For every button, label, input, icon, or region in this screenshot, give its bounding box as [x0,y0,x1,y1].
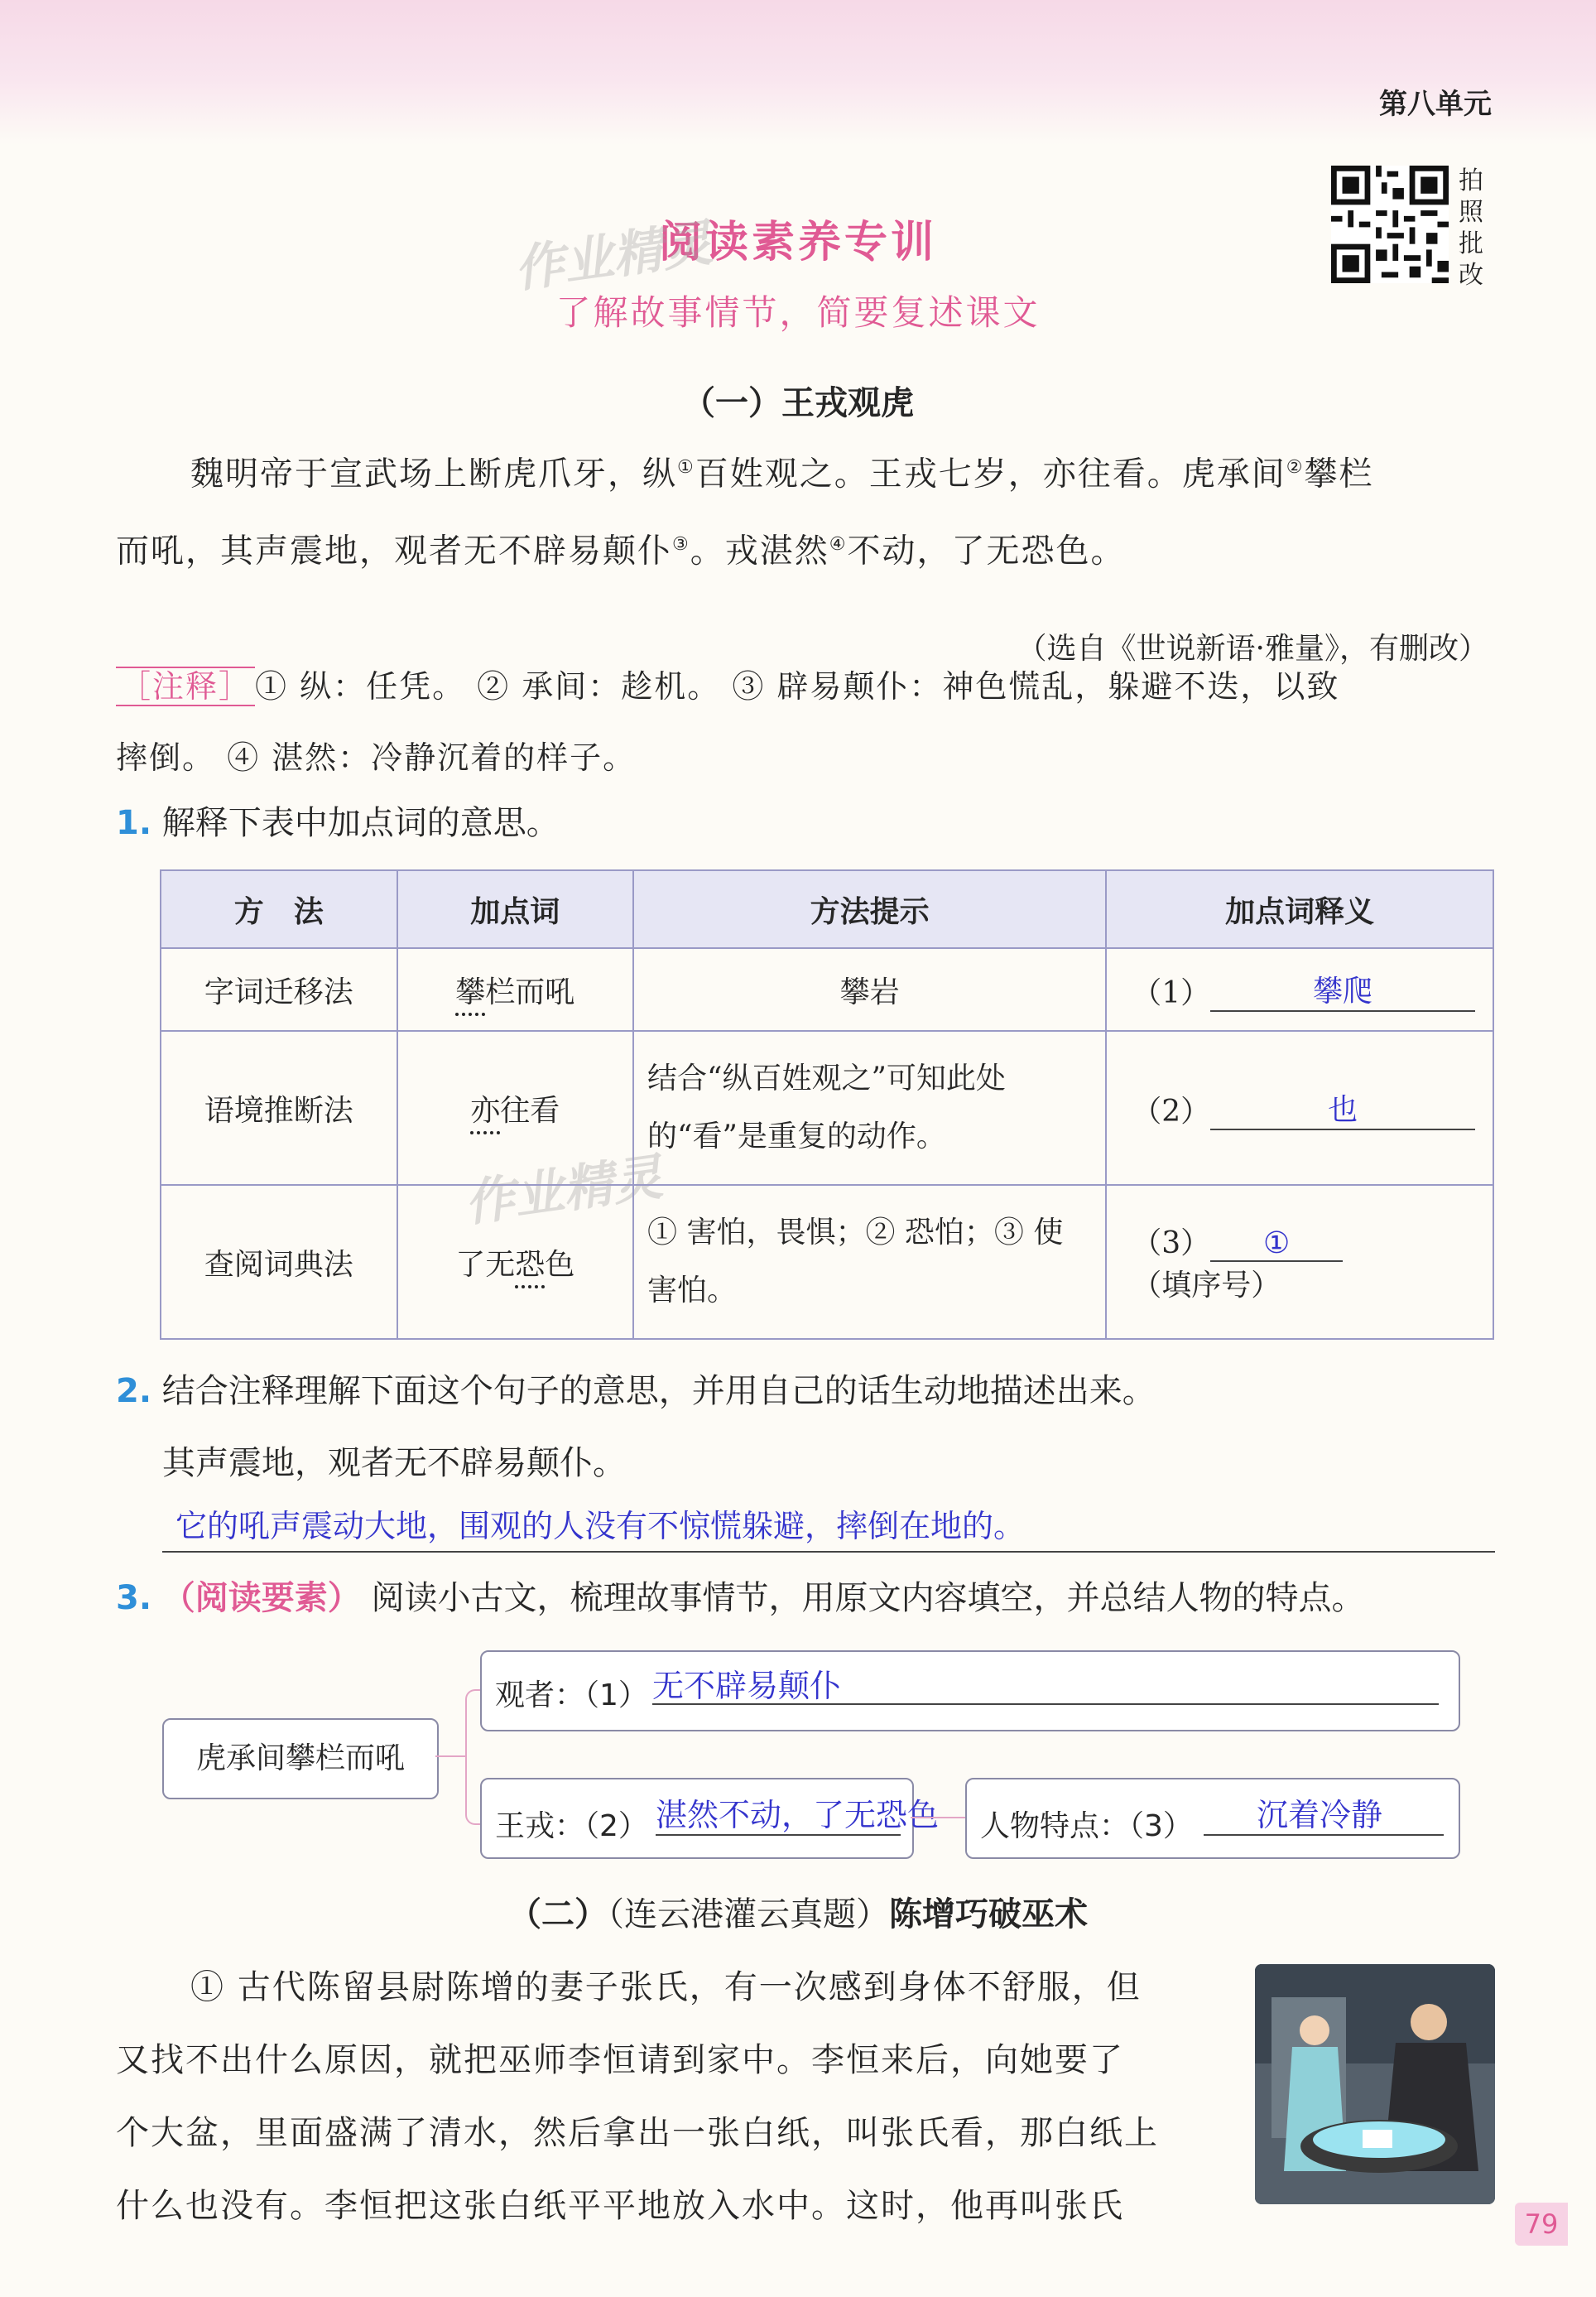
connector [911,1817,965,1818]
table-row: 字词迁移法 攀栏而吼 攀岩 （1） 攀爬 [161,948,1493,1031]
passage1-notes: ［注释］ ① 纵：任凭。 ② 承间：趁机。 ③ 辟易颠仆：神色慌乱，躲避不迭，以致 摔倒。 ④ 湛然：冷静沉着的样子。 [116,668,1340,776]
question-3-number: 3. [116,1579,152,1617]
watermark-2: 作业精灵 [460,1148,666,1234]
table-row: 查阅词典法 了无恐色 ① 害怕，畏惧；② 恐怕；③ 使害怕。 （3） ①（填序号） [161,1185,1493,1339]
passage1-line1: 魏明帝于宣武场上断虎爪牙，纵①百姓观之。王戎七岁，亦往看。虎承间②攀栏 [190,455,1374,494]
connector [435,1755,465,1757]
question-3-text: 阅读小古文，梳理故事情节，用原文内容填空，并总结人物的特点。 [371,1579,1365,1617]
connector [465,1689,482,1825]
question-2-answer[interactable]: 它的吼声震动大地，围观的人没有不惊慌躲避，摔倒在地的。 [175,1508,1026,1544]
table-header: 加点词释义 [1106,870,1493,948]
page-number: 79 [1515,2203,1568,2246]
question-2 [116,1365,1490,1412]
note-tag: ［注释］ [116,667,255,706]
branch1-answer[interactable]: 无不辟易颠仆 [652,1668,842,1704]
question-1 [116,797,1490,844]
header-band [0,0,1596,145]
answer-blank-2[interactable]: 也 [1210,1086,1475,1130]
passage2-heading: （二）（连云港灌云真题）陈增巧破巫术 [508,1895,1088,1933]
passage2-text: ① 古代陈留县尉陈增的妻子张氏，有一次感到身体不舒服，但 又找不出什么原因，就把巫师李恒请到家中。李恒来后，向她要了 个大盆，里面盛满了清水，然后拿出一张白纸，叫张氏看，那白纸上 什么也没有。李恒把这张白纸平平地放入水中。这时，他再叫张氏 [116,1968,1159,2225]
method-table [160,869,1494,1340]
passage1-text [116,432,1490,587]
table-header: 方法提示 [633,870,1106,948]
table-header-row [161,870,1493,948]
qr-caption: 拍照批改 [1459,166,1483,290]
question-1-text: 解释下表中加点词的意思。 [161,804,560,842]
question-2-sentence: 其声震地，观者无不辟易颠仆。 [162,1444,626,1482]
question-2-text: 结合注释理解下面这个句子的意思，并用自己的话生动地描述出来。 [161,1372,1156,1410]
branch-box-wangrong: 王戎：（2） 湛然不动，了无恐色 [480,1778,914,1859]
branch-box-onlookers: 观者：（1） 无不辟易颠仆 [480,1650,1460,1731]
story-illustration [1255,1964,1495,2204]
trait-box: 人物特点：（3） 沉着冷静 [965,1778,1460,1859]
answer-blank-3[interactable]: ① [1210,1226,1343,1262]
question-1-number: 1. [116,804,152,842]
passage1-source: （选自《世说新语·雅量》，有删改） [1017,632,1488,666]
answer-line [162,1551,1495,1553]
question-3 [116,1572,1490,1619]
reading-element-tag: （阅读要素） [161,1578,361,1617]
table-row: 语境推断法 亦往看 结合“纵百姓观之”可知此处的“看”是重复的动作。 （2） 也 [161,1031,1493,1185]
unit-label: 第八单元 [1379,88,1492,121]
trait-answer[interactable]: 沉着冷静 [1257,1797,1383,1833]
question-2-number: 2. [116,1372,152,1410]
passage1-line2: 而吼，其声震地，观者无不辟易颠仆③。戎湛然④不动，了无恐色。 [116,532,1126,571]
page-subtitle: 了解故事情节，简要复述课文 [555,292,1041,333]
page-title: 阅读素养专训 [658,218,937,267]
table-header: 加点词 [397,870,633,948]
watermark: 作业精灵 [510,214,716,300]
branch2-answer[interactable]: 湛然不动，了无恐色 [656,1797,940,1833]
passage1-heading: （一）王戎观虎 [682,384,914,422]
plot-root-box: 虎承间攀栏而吼 [162,1718,439,1799]
table-header: 方 法 [161,870,397,948]
answer-blank-1[interactable]: 攀爬 [1210,968,1475,1012]
qr-code-icon[interactable] [1331,166,1449,283]
